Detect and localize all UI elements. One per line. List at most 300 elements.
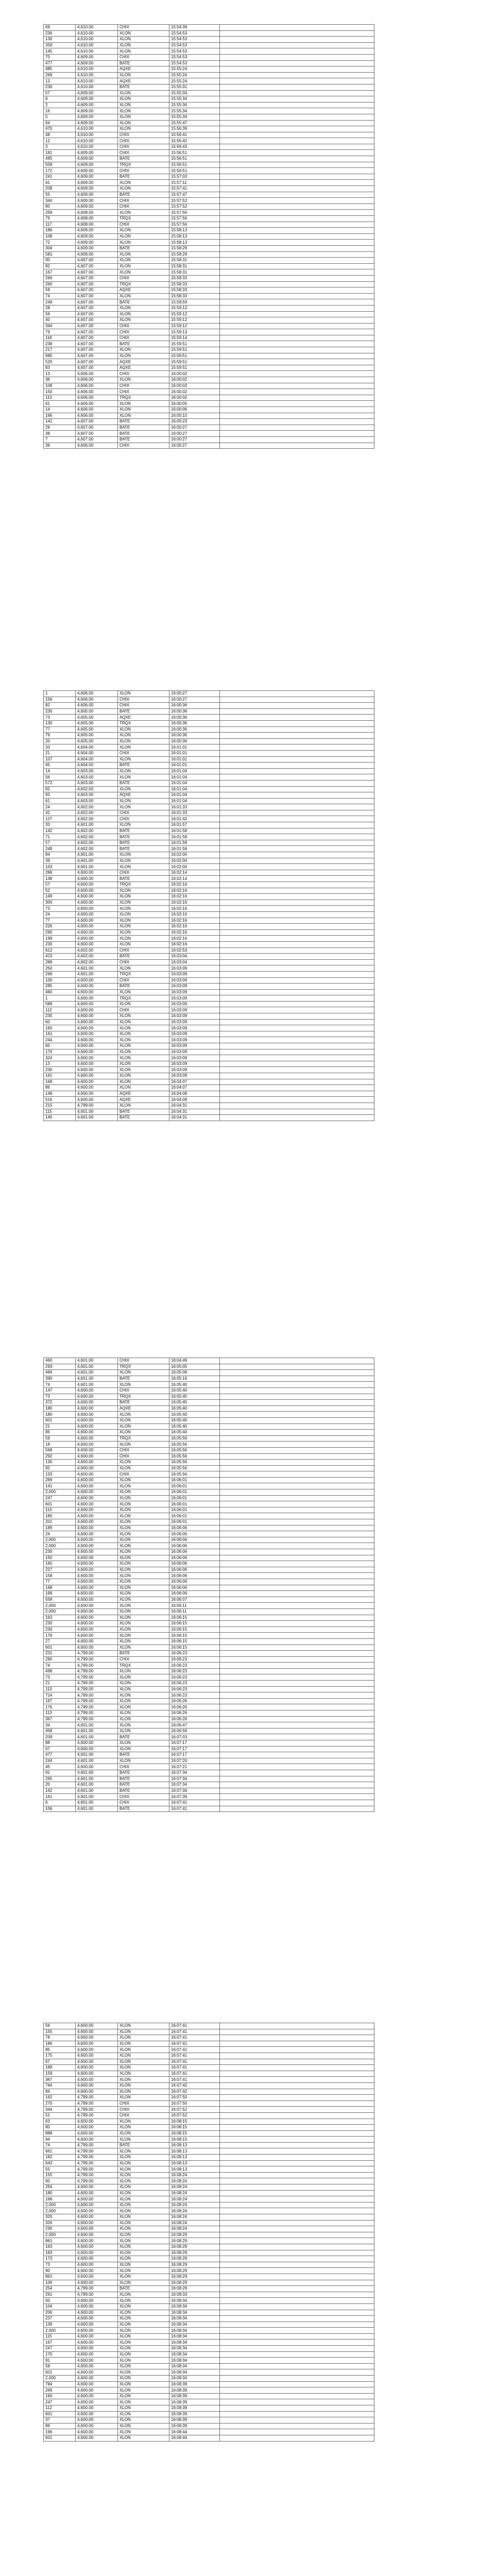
volume-cell: 367 <box>44 2077 76 2083</box>
blank-cell <box>220 2071 374 2077</box>
price-cell: 4,601.00 <box>76 858 118 864</box>
volume-cell: 265 <box>44 1776 76 1782</box>
price-cell: 4,600.00 <box>76 2411 118 2417</box>
time-cell: 16:01:33 <box>169 804 220 810</box>
venue-cell: XLON <box>118 2381 169 2387</box>
volume-cell: 230 <box>44 1549 76 1555</box>
table-row <box>44 900 374 906</box>
table-row <box>44 407 374 413</box>
time-cell: 16:06:23 <box>169 1656 220 1663</box>
volume-cell: 269 <box>44 1477 76 1483</box>
blank-cell <box>220 906 374 912</box>
venue-cell: AQXE <box>118 792 169 799</box>
price-cell: 4,600.00 <box>76 1740 118 1747</box>
table-row <box>44 108 374 114</box>
volume-cell: 113 <box>44 1710 76 1717</box>
price-cell: 4,600.00 <box>76 1019 118 1025</box>
blank-cell <box>220 1400 374 1406</box>
time-cell: 16:07:34 <box>169 1776 220 1782</box>
price-cell: 4,600.00 <box>76 1471 118 1478</box>
volume-cell: 106 <box>44 2280 76 2286</box>
time-cell: 15:55:34 <box>169 102 220 108</box>
venue-cell: XLON <box>118 888 169 894</box>
venue-cell: TRQX <box>118 1364 169 1370</box>
time-cell: 16:04:07 <box>169 1079 220 1085</box>
volume-cell: 73 <box>44 906 76 912</box>
venue-cell: XLON <box>118 2363 169 2369</box>
table-row <box>44 1770 374 1776</box>
volume-cell: 304 <box>44 245 76 251</box>
time-cell: 15:58:31 <box>169 263 220 269</box>
price-cell: 4,600.00 <box>76 1013 118 1020</box>
time-cell: 16:03:09 <box>169 1067 220 1073</box>
volume-cell: 161 <box>44 1073 76 1079</box>
table-row <box>44 1007 374 1013</box>
volume-cell: 103 <box>44 864 76 870</box>
venue-cell: XLON <box>118 768 169 774</box>
venue-cell: XLON <box>118 2041 169 2047</box>
venue-cell: CHIX <box>118 703 169 709</box>
blank-cell <box>220 1722 374 1728</box>
venue-cell: XLON <box>118 1716 169 1722</box>
time-cell: 16:06:06 <box>169 1585 220 1591</box>
venue-cell: XLON <box>118 1728 169 1734</box>
blank-cell <box>220 132 374 138</box>
time-cell: 16:05:16 <box>169 1376 220 1382</box>
time-cell: 16:07:17 <box>169 1752 220 1758</box>
time-cell: 16:00:36 <box>169 720 220 726</box>
blank-cell <box>220 834 374 840</box>
venue-cell: XLON <box>118 1103 169 1109</box>
volume-cell: 248 <box>44 846 76 852</box>
blank-cell <box>220 431 374 437</box>
venue-cell: XLON <box>118 1638 169 1645</box>
price-cell: 4,607.00 <box>76 311 118 317</box>
blank-cell <box>220 96 374 103</box>
blank-cell <box>220 1394 374 1400</box>
table-row <box>44 90 374 96</box>
venue-cell: XLON <box>118 941 169 947</box>
price-cell: 4,600.00 <box>76 1615 118 1621</box>
price-cell: 4,610.00 <box>76 48 118 55</box>
time-cell: 15:55:34 <box>169 90 220 96</box>
price-cell: 4,609.00 <box>76 228 118 234</box>
blank-cell <box>220 1501 374 1507</box>
venue-cell: BATE <box>118 425 169 431</box>
time-cell: 16:08:34 <box>169 2333 220 2340</box>
table-row <box>44 2232 374 2238</box>
price-cell: 4,601.00 <box>76 965 118 972</box>
blank-cell <box>220 870 374 876</box>
blank-cell <box>220 715 374 721</box>
time-cell: 16:01:01 <box>169 744 220 751</box>
price-cell: 4,600.00 <box>76 2369 118 2376</box>
venue-cell: XLON <box>118 2119 169 2125</box>
time-cell: 16:00:02 <box>169 377 220 383</box>
venue-cell: XLON <box>118 2226 169 2232</box>
volume-cell: 90 <box>44 258 76 264</box>
blank-cell <box>220 1358 374 1364</box>
volume-cell: 118 <box>44 335 76 341</box>
table-row <box>44 2214 374 2221</box>
time-cell: 16:02:14 <box>169 876 220 882</box>
volume-cell: 92 <box>44 1465 76 1471</box>
venue-cell: CHIX <box>118 1447 169 1453</box>
venue-cell: AQXE <box>118 1091 169 1097</box>
price-cell: 4,799.00 <box>76 1698 118 1704</box>
volume-cell: 59 <box>44 1435 76 1442</box>
blank-cell <box>220 269 374 276</box>
time-cell: 16:08:34 <box>169 2351 220 2358</box>
blank-cell <box>220 828 374 834</box>
blank-cell <box>220 1633 374 1639</box>
table-row <box>44 1608 374 1615</box>
table-row <box>44 2178 374 2184</box>
table-row <box>44 1417 374 1423</box>
price-cell: 4,799.00 <box>76 2112 118 2119</box>
blank-cell <box>220 1770 374 1776</box>
venue-cell: XLON <box>118 1430 169 1436</box>
price-cell: 4,600.00 <box>76 2268 118 2274</box>
time-cell: 16:03:09 <box>169 1073 220 1079</box>
time-cell: 16:06:01 <box>169 1519 220 1526</box>
volume-cell: 601 <box>44 2411 76 2417</box>
price-cell: 4,609.00 <box>76 156 118 162</box>
time-cell: 16:07:34 <box>169 1770 220 1776</box>
blank-cell <box>220 2232 374 2238</box>
time-cell: 15:55:24 <box>169 78 220 84</box>
venue-cell: XLON <box>118 2250 169 2256</box>
table-row <box>44 1782 374 1788</box>
time-cell: 15:57:56 <box>169 216 220 222</box>
blank-cell <box>220 102 374 108</box>
price-cell: 4,600.00 <box>76 1501 118 1507</box>
table-row <box>44 1585 374 1591</box>
volume-cell: 460 <box>44 1358 76 1364</box>
venue-cell: CHIX <box>118 204 169 210</box>
table-row <box>44 1638 374 1645</box>
price-cell: 4,605.00 <box>76 738 118 744</box>
time-cell: 16:08:24 <box>169 2178 220 2184</box>
venue-cell: XLON <box>118 353 169 359</box>
venue-cell: XLON <box>118 1645 169 1651</box>
table-row <box>44 2256 374 2262</box>
price-cell: 4,601.00 <box>76 1734 118 1740</box>
venue-cell: BATE <box>118 1734 169 1740</box>
volume-cell: 21 <box>44 1681 76 1687</box>
time-cell: 15:56:43 <box>169 144 220 150</box>
table-row <box>44 401 374 407</box>
table-row <box>44 1037 374 1043</box>
volume-cell: 67 <box>44 2059 76 2065</box>
volume-cell: 227 <box>44 1567 76 1573</box>
volume-cell: 84 <box>44 852 76 858</box>
blank-cell <box>220 1435 374 1442</box>
price-cell: 4,606.00 <box>76 697 118 703</box>
price-cell: 4,608.00 <box>76 251 118 258</box>
time-cell: 15:59:51 <box>169 347 220 353</box>
volume-cell: 372 <box>44 1400 76 1406</box>
time-cell: 15:55:31 <box>169 84 220 90</box>
table-row <box>44 2196 374 2202</box>
table-row <box>44 2280 374 2286</box>
volume-cell: 84 <box>44 2089 76 2095</box>
price-cell: 4,600.00 <box>76 1043 118 1049</box>
blank-cell <box>220 691 374 697</box>
blank-cell <box>220 1746 374 1752</box>
table-row <box>44 1043 374 1049</box>
table-row <box>44 2100 374 2107</box>
blank-cell <box>220 120 374 126</box>
venue-cell: XLON <box>118 1698 169 1704</box>
volume-cell: 254 <box>44 2286 76 2292</box>
price-cell: 4,608.00 <box>76 216 118 222</box>
table-row <box>44 126 374 132</box>
blank-cell <box>220 54 374 60</box>
blank-cell <box>220 258 374 264</box>
table-row <box>44 1067 374 1073</box>
price-cell: 4,609.00 <box>76 168 118 174</box>
table-row <box>44 2089 374 2095</box>
price-cell: 4,604.00 <box>76 762 118 769</box>
venue-cell: BATE <box>118 1806 169 1812</box>
price-cell: 4,608.00 <box>76 210 118 216</box>
blank-cell <box>220 846 374 852</box>
blank-cell <box>220 443 374 449</box>
table-row <box>44 1442 374 1448</box>
blank-cell <box>220 882 374 888</box>
time-cell: 16:07:52 <box>169 2107 220 2113</box>
blank-cell <box>220 726 374 733</box>
venue-cell: XLON <box>118 1740 169 1747</box>
table-row <box>44 2238 374 2244</box>
table-row <box>44 1698 374 1704</box>
blank-cell <box>220 311 374 317</box>
venue-cell: TRQX <box>118 971 169 977</box>
venue-cell: XLON <box>118 1591 169 1597</box>
trades-table-4 <box>43 2023 374 2442</box>
blank-cell <box>220 1692 374 1699</box>
volume-cell: 140 <box>44 1115 76 1121</box>
time-cell: 16:03:09 <box>169 1043 220 1049</box>
table-row <box>44 1394 374 1400</box>
price-cell: 4,600.00 <box>76 918 118 924</box>
blank-cell <box>220 2029 374 2035</box>
venue-cell: XLON <box>118 2053 169 2059</box>
time-cell: 16:06:06 <box>169 1537 220 1543</box>
price-cell: 4,600.00 <box>76 1645 118 1651</box>
blank-cell <box>220 1597 374 1603</box>
table-row <box>44 335 374 341</box>
venue-cell: CHIX <box>118 810 169 816</box>
time-cell: 16:08:39 <box>169 2393 220 2399</box>
venue-cell: XLON <box>118 233 169 240</box>
table-row <box>44 2333 374 2340</box>
table-row <box>44 984 374 990</box>
volume-cell: 470 <box>44 126 76 132</box>
table-row <box>44 425 374 431</box>
venue-cell: XLON <box>118 2082 169 2089</box>
price-cell: 4,600.00 <box>76 2363 118 2369</box>
venue-cell: XLON <box>118 911 169 918</box>
table-row <box>44 2047 374 2053</box>
price-cell: 4,600.00 <box>76 941 118 947</box>
price-cell: 4,600.00 <box>76 1400 118 1406</box>
trades-table-3 <box>43 1358 374 1812</box>
volume-cell: 269 <box>44 971 76 977</box>
price-cell: 4,600.00 <box>76 1447 118 1453</box>
time-cell: 15:55:34 <box>169 108 220 114</box>
price-cell: 4,607.00 <box>76 431 118 437</box>
blank-cell <box>220 864 374 870</box>
table-row <box>44 2381 374 2387</box>
table-row <box>44 834 374 840</box>
table-row <box>44 1633 374 1639</box>
table-row <box>44 329 374 335</box>
time-cell: 16:07:41 <box>169 2071 220 2077</box>
price-cell: 4,609.00 <box>76 233 118 240</box>
time-cell: 16:04:08 <box>169 1097 220 1103</box>
venue-cell: XLON <box>118 1067 169 1073</box>
blank-cell <box>220 1495 374 1501</box>
price-cell: 4,607.00 <box>76 436 118 443</box>
volume-cell: 24 <box>44 804 76 810</box>
table-row <box>44 1465 374 1471</box>
time-cell: 16:00:23 <box>169 419 220 425</box>
volume-cell: 477 <box>44 1752 76 1758</box>
time-cell: 16:05:40 <box>169 1382 220 1388</box>
volume-cell: 258 <box>44 210 76 216</box>
table-row <box>44 989 374 995</box>
venue-cell: XLON <box>118 2238 169 2244</box>
volume-cell: 182 <box>44 2155 76 2161</box>
table-row <box>44 1746 374 1752</box>
price-cell: 4,799.00 <box>76 2155 118 2161</box>
price-cell: 4,799.00 <box>76 1681 118 1687</box>
time-cell: 16:08:24 <box>169 2202 220 2208</box>
table-row <box>44 882 374 888</box>
volume-cell: 56 <box>44 311 76 317</box>
price-cell: 4,600.00 <box>76 882 118 888</box>
table-row <box>44 2411 374 2417</box>
venue-cell: TRQX <box>118 395 169 401</box>
time-cell: 16:00:36 <box>169 708 220 715</box>
price-cell: 4,601.00 <box>76 1794 118 1800</box>
price-cell: 4,603.00 <box>76 792 118 799</box>
price-cell: 4,799.00 <box>76 2100 118 2107</box>
blank-cell <box>220 78 374 84</box>
time-cell: 16:00:27 <box>169 425 220 431</box>
time-cell: 15:59:12 <box>169 323 220 329</box>
time-cell: 16:03:04 <box>169 959 220 965</box>
venue-cell: XLON <box>118 1674 169 1681</box>
venue-cell: BATE <box>118 245 169 251</box>
table-row <box>44 995 374 1002</box>
table-row <box>44 371 374 377</box>
volume-cell: 63 <box>44 2119 76 2125</box>
table-row <box>44 774 374 781</box>
table-row <box>44 2142 374 2148</box>
blank-cell <box>220 2346 374 2352</box>
price-cell: 4,606.00 <box>76 443 118 449</box>
time-cell: 16:04:08 <box>169 1091 220 1097</box>
price-cell: 4,609.00 <box>76 96 118 103</box>
price-cell: 4,607.00 <box>76 263 118 269</box>
venue-cell: CHIX <box>118 1764 169 1770</box>
venue-cell: XLON <box>118 2125 169 2131</box>
time-cell: 16:01:04 <box>169 768 220 774</box>
blank-cell <box>220 1663 374 1669</box>
blank-cell <box>220 1417 374 1423</box>
blank-cell <box>220 2077 374 2083</box>
time-cell: 16:06:23 <box>169 1692 220 1699</box>
blank-cell <box>220 216 374 222</box>
table-row <box>44 1692 374 1699</box>
table-row <box>44 2202 374 2208</box>
volume-cell: 2,000 <box>44 2208 76 2214</box>
time-cell: 16:03:09 <box>169 977 220 984</box>
blank-cell <box>220 72 374 78</box>
table-row <box>44 2172 374 2178</box>
table-row <box>44 150 374 156</box>
venue-cell: AQXE <box>118 1405 169 1412</box>
volume-cell: 509 <box>44 162 76 168</box>
price-cell: 4,799.00 <box>76 1651 118 1657</box>
table-row <box>44 733 374 739</box>
venue-cell: XLON <box>118 858 169 864</box>
table-row <box>44 792 374 799</box>
volume-cell: 52 <box>44 888 76 894</box>
price-cell: 4,600.00 <box>76 1525 118 1531</box>
price-cell: 4,610.00 <box>76 66 118 73</box>
table-row <box>44 965 374 972</box>
volume-cell: 244 <box>44 1758 76 1764</box>
price-cell: 4,610.00 <box>76 138 118 144</box>
time-cell: 16:06:06 <box>169 1555 220 1561</box>
price-cell: 4,609.00 <box>76 180 118 186</box>
time-cell: 16:01:01 <box>169 762 220 769</box>
venue-cell: XLON <box>118 1626 169 1633</box>
time-cell: 16:02:14 <box>169 870 220 876</box>
volume-cell: 142 <box>44 828 76 834</box>
time-cell: 16:02:00 <box>169 858 220 864</box>
table-row <box>44 888 374 894</box>
venue-cell: CHIX <box>118 750 169 756</box>
venue-cell: BATE <box>118 1376 169 1382</box>
blank-cell <box>220 2321 374 2328</box>
time-cell: 16:06:06 <box>169 1561 220 1567</box>
time-cell: 16:02:16 <box>169 911 220 918</box>
blank-cell <box>220 305 374 311</box>
blank-cell <box>220 1591 374 1597</box>
venue-cell: CHIX <box>118 138 169 144</box>
blank-cell <box>220 750 374 756</box>
venue-cell: XLON <box>118 2130 169 2137</box>
venue-cell: XLON <box>118 1031 169 1037</box>
table-row <box>44 54 374 60</box>
time-cell: 16:07:41 <box>169 2035 220 2041</box>
table-row <box>44 1651 374 1657</box>
table-row <box>44 389 374 395</box>
blank-cell <box>220 2202 374 2208</box>
table-row <box>44 816 374 822</box>
venue-cell: XLON <box>118 401 169 407</box>
blank-cell <box>220 1579 374 1585</box>
blank-cell <box>220 347 374 353</box>
venue-cell: XLON <box>118 1412 169 1418</box>
blank-cell <box>220 2310 374 2316</box>
table-row <box>44 1073 374 1079</box>
